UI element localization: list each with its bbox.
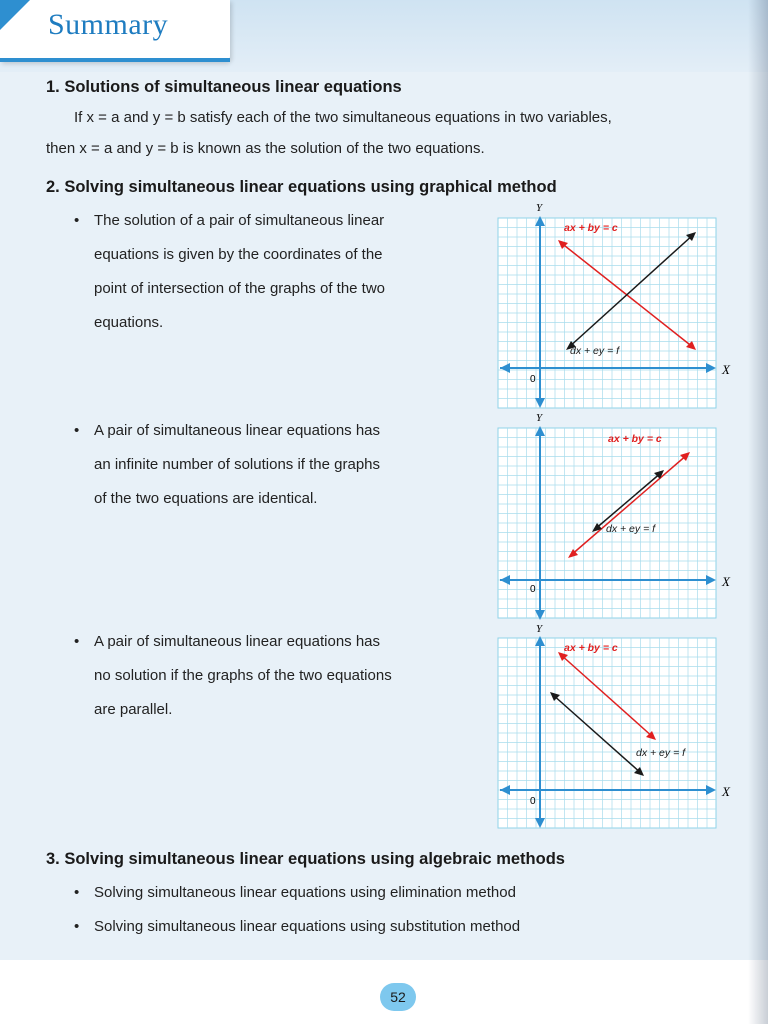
graph-identical [496, 410, 736, 622]
bullet-dot: • [74, 884, 80, 901]
origin-label: 0 [530, 796, 536, 807]
bullet-line: point of intersection of the graphs of the two [94, 280, 386, 297]
bullet-line: Solving simultaneous linear equations using substitution method [94, 918, 521, 935]
section2-heading: 2. Solving simultaneous linear equations using graphical method [46, 178, 557, 196]
section2-bullet-3 [74, 625, 464, 727]
section2-bullet-2 [74, 414, 464, 516]
eq2-label: dx + ey = f [636, 747, 686, 759]
eq2-label: dx + ey = f [570, 345, 620, 357]
bullet-dot: • [74, 918, 80, 935]
bullet-line: equations. [94, 314, 164, 331]
binding-shadow [748, 0, 768, 1024]
origin-label: 0 [530, 374, 536, 385]
eq1-label: ax + by = c [564, 642, 618, 654]
section1-heading: 1. Solutions of simultaneous linear equations [46, 78, 402, 96]
y-axis-label: Y [536, 623, 543, 635]
bullet-line: The solution of a pair of simultaneous linear [94, 212, 385, 229]
section2-bullet-1 [74, 204, 464, 340]
tab-corner-decoration [0, 0, 30, 30]
bullet-line: of the two equations are identical. [94, 490, 318, 507]
x-axis-label: X [722, 362, 730, 377]
bullet-line: Solving simultaneous linear equations using elimination method [94, 884, 516, 901]
bullet-line: equations is given by the coordinates of the [94, 246, 383, 263]
section1-line1: If x = a and y = b satisfy each of the two simultaneous equations in two variables, [74, 109, 612, 126]
page-title: Summary [48, 8, 169, 41]
y-axis-label: Y [536, 202, 543, 214]
graph-parallel [496, 622, 736, 834]
section3-bullet-2 [74, 910, 654, 944]
bullet-line: A pair of simultaneous linear equations has [94, 422, 381, 439]
bullet-dot: • [74, 212, 80, 229]
bullet-line: no solution if the graphs of the two equations [94, 667, 392, 684]
tab-underline [0, 58, 230, 62]
bullet-line: an infinite number of solutions if the graphs [94, 456, 381, 473]
bullet-line: A pair of simultaneous linear equations has [94, 633, 381, 650]
bullet-dot: • [74, 633, 80, 650]
summary-tab [0, 0, 230, 62]
section1-line2: then x = a and y = b is known as the solution of the two equations. [46, 140, 485, 157]
eq1-label: ax + by = c [564, 222, 618, 234]
x-axis-label: X [722, 784, 730, 799]
section3-heading: 3. Solving simultaneous linear equations using algebraic methods [46, 850, 565, 868]
x-axis-label: X [722, 574, 730, 589]
section3-bullet-1 [74, 876, 654, 910]
bullet-line: are parallel. [94, 701, 173, 718]
graph-intersecting [496, 198, 736, 410]
origin-label: 0 [530, 584, 536, 595]
eq2-label: dx + ey = f [606, 523, 656, 535]
eq1-label: ax + by = c [608, 433, 662, 445]
bullet-dot: • [74, 422, 80, 439]
page-number: 52 [380, 983, 416, 1011]
y-axis-label: Y [536, 412, 543, 424]
